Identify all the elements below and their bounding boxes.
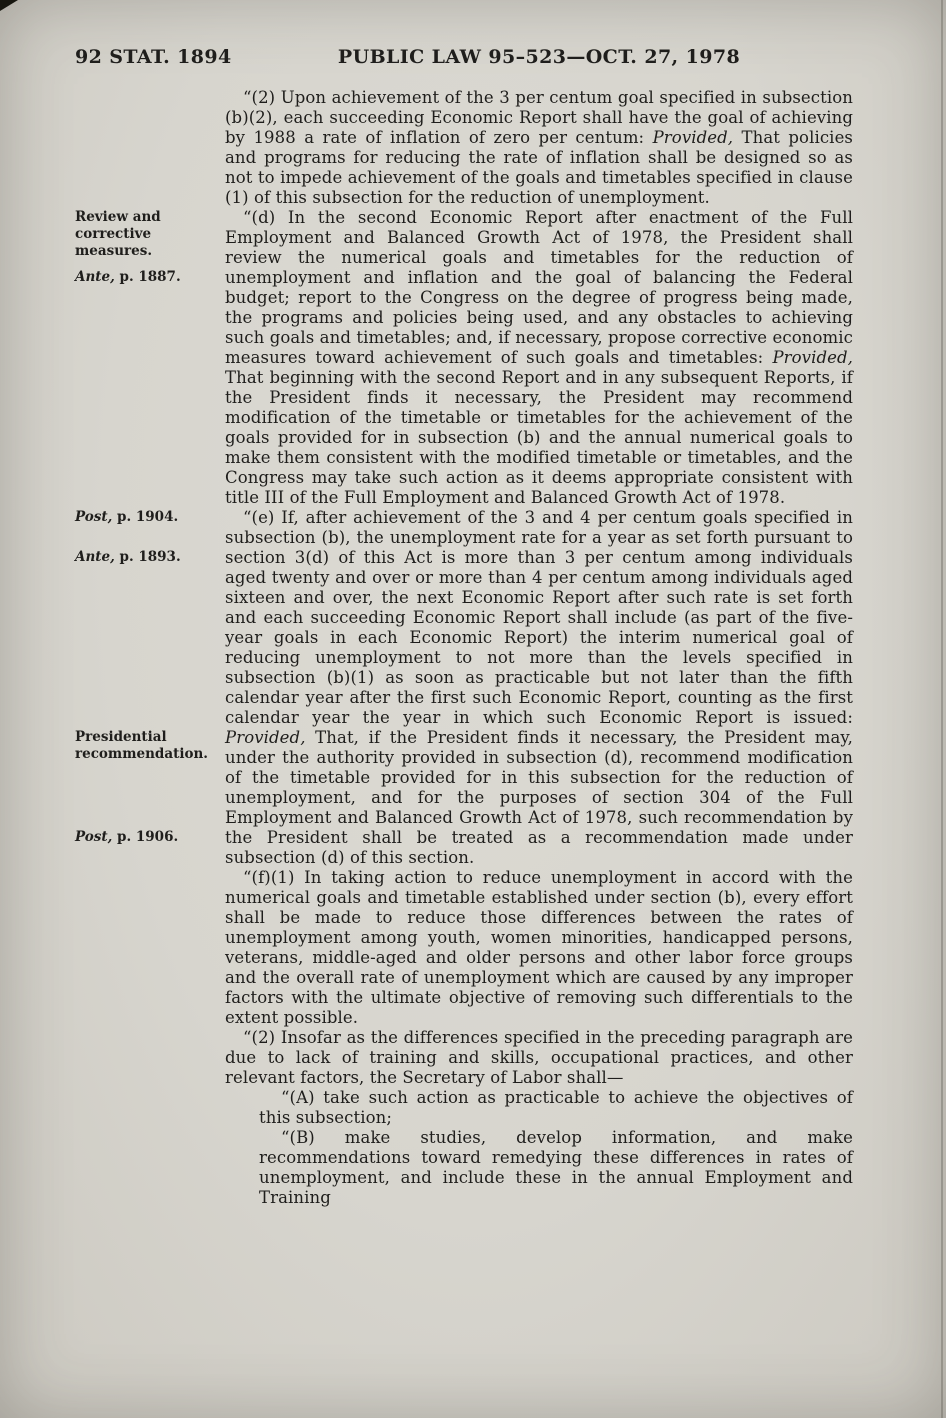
paragraph-2-inflation-goal <box>225 88 853 208</box>
margin-note-post-p-1904: Post, p. 1904. <box>75 509 179 525</box>
paragraph-text: “(d) In the second Economic Report after enactment of the Full Employment and Balanced Growth Act of 1978, the President shall review the numerical goals and timetables for the reduction of unemployment and inflation and the goal of balancing the Federal budget; report to the Congress on the degree of progress being made, the programs and policies being used, and any obstacles to achieving such goals and timetables; and, if necessary, propose corrective economic measures toward achievement of such goals and timetables: Provided, That beginning with the second Report and in any subsequent Reports, if the President finds it necessary, the President may recommend modification of the timetable or timetables for the achievement of the goals provided for in subsection (b) and the annual numerical goals to make them consistent with the modified timetable or timetables, and the Congress may take such action as it deems appropriate consistent with title III of the Full Employment and Balanced Growth Act of 1978. <box>225 208 853 507</box>
paragraph-text: “(e) If, after achievement of the 3 and 4 per centum goals specified in subsection (b), the unemployment rate for a year as set forth pursuant to section 3(d) of this Act is more than 3 per centum among individuals aged twenty and over or more than 4 per centum among individuals aged sixteen and over, the next Economic Report after such rate is set forth and each succeeding Economic Report shall include (as part of the five-year goals in each Economic Report) the interim numerical goal of reducing unemployment to not more than the levels specified in subsection (b)(1) as soon as practicable but not later than the fifth calendar year after the first such Economic Report, counting as the first calendar year the year in which such Economic Report is issued: Provided, That, if the President finds it necessary, the President may, under the authority provided in subsection (d), recommend modification of the timetable provided for in this subsection for the reduction of unemployment, and for the purposes of section 304 of the Full Employment and Balanced Growth Act of 1978, such recommendation by the President shall be treated as a recommendation made under subsection (d) of this section. <box>225 508 853 867</box>
paragraph-text: “(f)(1) In taking action to reduce unemployment in accord with the numerical goals and timetable established under section (b), every effort shall be made to reduce those differences between the rates of unemployment among youth, women minorities, handicapped persons, veterans, middle-aged and older persons and other labor force groups and the overall rate of unemployment which are caused by any improper factors with the ultimate objective of removing such differentials to the extent possible. <box>225 868 853 1027</box>
paragraph-f2-secretary-of-labor <box>225 1028 853 1088</box>
paragraph-text: “(B) make studies, develop information, and make recommendations toward remedying these differences in rates of unemployment, and include these in the annual Employment and Training <box>259 1128 853 1207</box>
margin-note-ante-p-1893: Ante, p. 1893. <box>75 549 181 565</box>
stat-page-number: 92 STAT. 1894 <box>75 46 232 68</box>
paragraph-text: “(A) take such action as practicable to achieve the objectives of this subsection; <box>259 1088 853 1127</box>
scan-corner-artifact <box>0 0 18 11</box>
margin-note-ante-p-1887: Ante, p. 1887. <box>75 269 181 285</box>
subparagraph-b <box>259 1128 853 1208</box>
paragraph-d-review-measures <box>75 208 853 525</box>
law-title-header: PUBLIC LAW 95–523—OCT. 27, 1978 <box>337 46 741 68</box>
margin-note-review-corrective-measures: Review and corrective measures. <box>75 209 161 259</box>
subparagraph-a <box>259 1088 853 1128</box>
scan-edge-artifact <box>941 0 943 1418</box>
paragraph-text: “(2) Upon achievement of the 3 per centum goal specified in subsection (b)(2), each succeeding Economic Report shall have the goal of achieving by 1988 a rate of inflation of zero per centum: Provided, That policies and programs for reducing the rate of inflation shall be designed so as not to impede achievement of the goals and timetables specified in clause (1) of this subsection for the reduction of unemployment. <box>225 88 853 207</box>
margin-note-post-p-1906: Post, p. 1906. <box>75 829 179 845</box>
paragraph-f1-reduce-differences <box>225 868 853 1028</box>
statute-text-column <box>75 88 853 1208</box>
margin-note-presidential-recommendation: Presidential recommendation. <box>75 729 208 762</box>
paragraph-text: “(2) Insofar as the differences specified in the preceding paragraph are due to lack of training and skills, occupational practices, and other relevant factors, the Secretary of Labor shall— <box>225 1028 853 1087</box>
